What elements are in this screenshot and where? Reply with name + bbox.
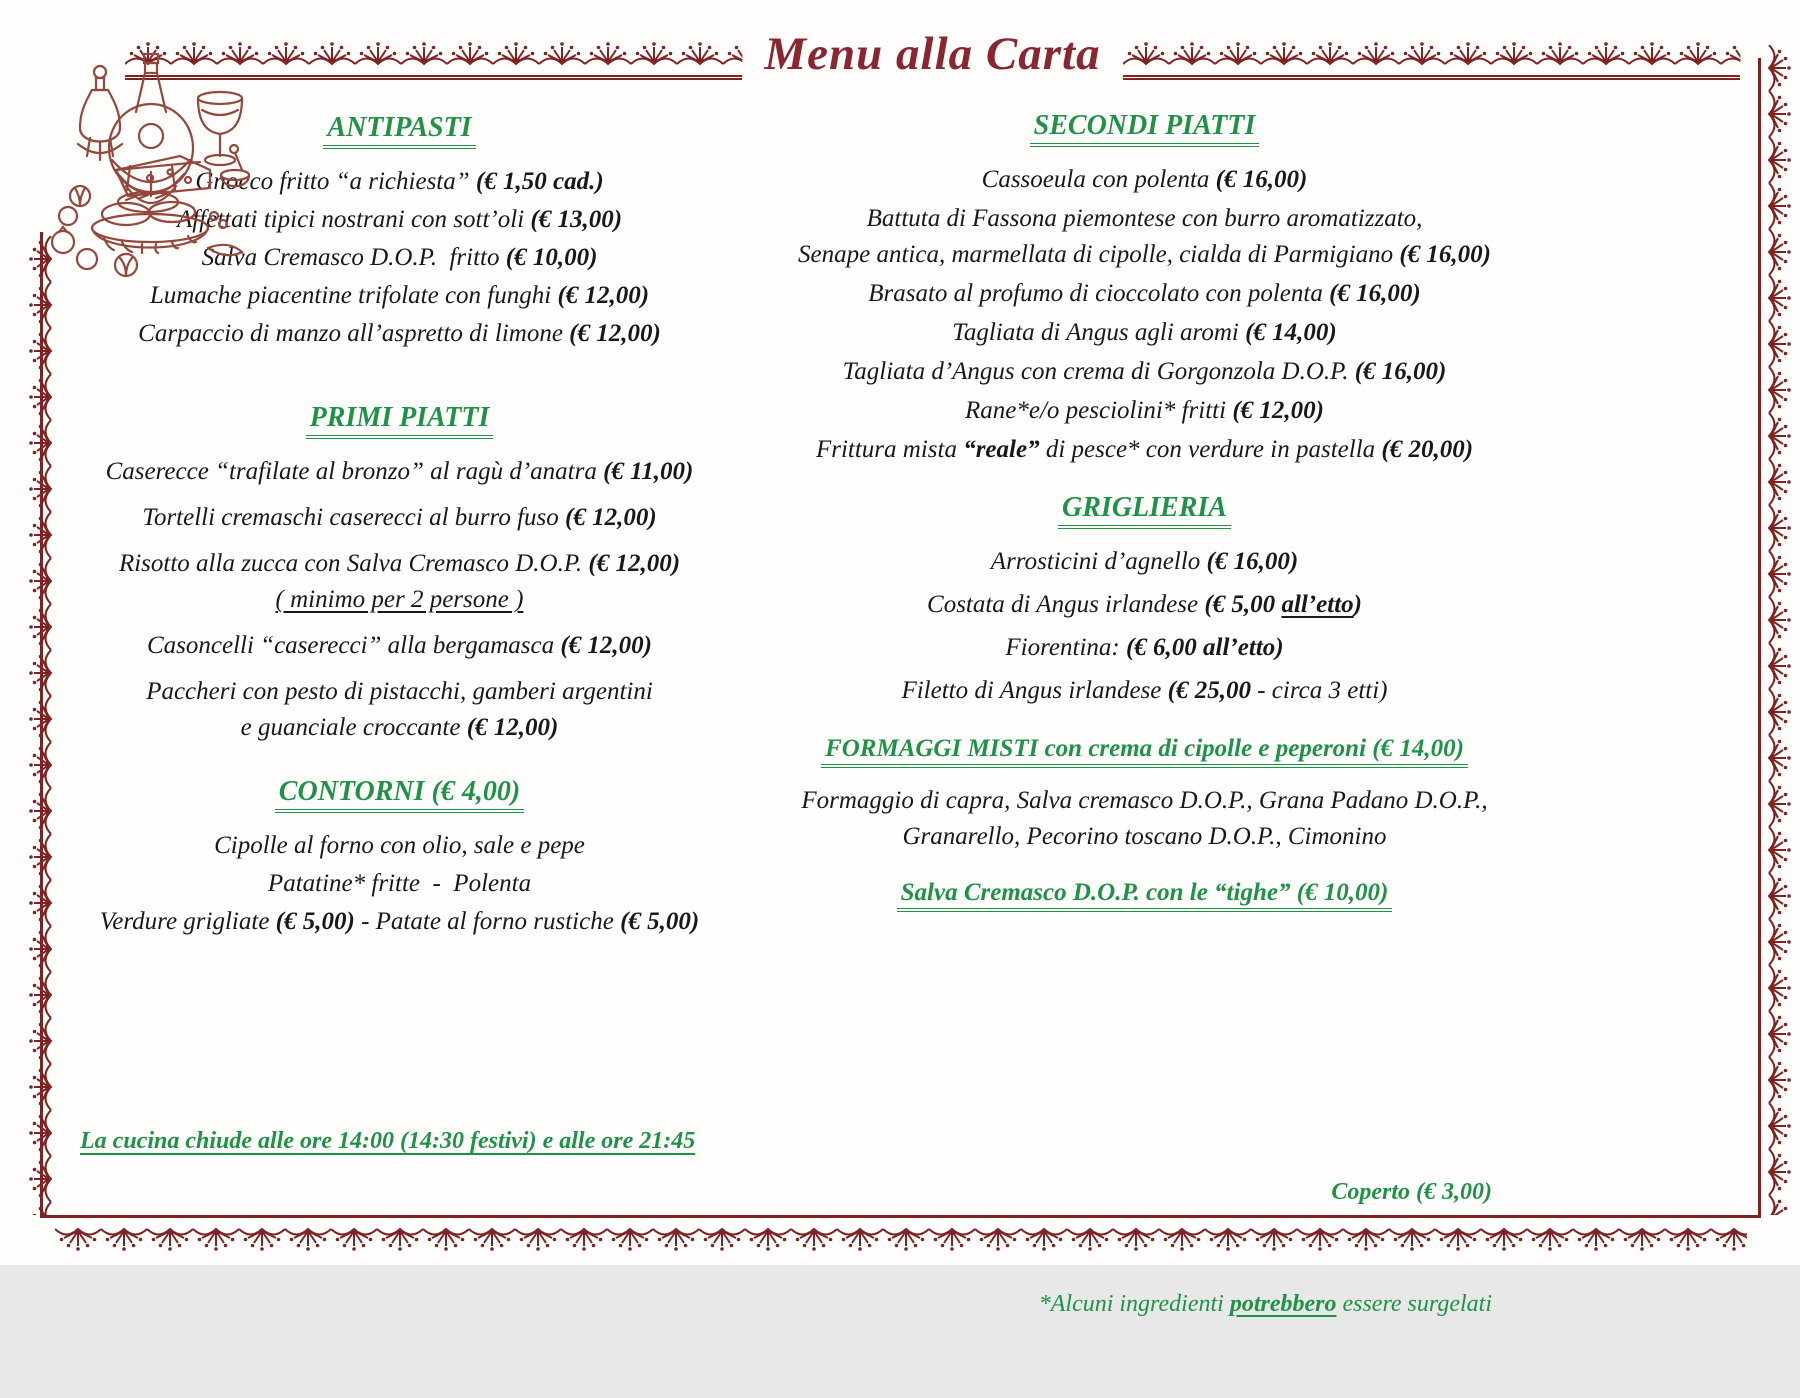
text-span: CONTORNI (€ 4,00) xyxy=(278,776,521,807)
text-span: Battuta di Fassona piemontese con burro aromatizzato, xyxy=(866,205,1423,232)
text-span: (€ 16,00) xyxy=(1329,280,1421,307)
text-span: Tagliata di Angus agli aromi xyxy=(952,319,1246,346)
text-span: ANTIPASTI xyxy=(327,112,472,143)
text-span: FORMAGGI MISTI con crema di cipolle e peperoni (€ 14,00) xyxy=(825,735,1464,762)
menu-item xyxy=(52,828,747,864)
menu-item xyxy=(52,904,747,940)
text-span: Verdure grigliate xyxy=(99,908,276,935)
menu-item-line xyxy=(52,546,747,582)
text-span: (€ 25,00 xyxy=(1167,677,1251,704)
menu-item xyxy=(52,454,747,490)
frame-line-right xyxy=(1758,58,1761,1217)
text-span: Lumache piacentine trifolate con funghi xyxy=(149,282,558,309)
text-span: Senape antica, marmellata di cipolle, cialda di Parmigiano xyxy=(798,241,1400,268)
menu-item xyxy=(742,673,1547,709)
section-heading-text xyxy=(897,879,1393,912)
menu-item xyxy=(742,162,1547,198)
menu-section xyxy=(52,402,747,746)
text-span: GRIGLIERIA xyxy=(1062,492,1227,523)
text-span: “reale” xyxy=(963,436,1040,463)
menu-item-line xyxy=(742,819,1547,855)
menu-item xyxy=(52,316,747,352)
text-span: - Patate al forno rustiche xyxy=(354,908,621,935)
menu-item xyxy=(742,587,1547,623)
menu-item xyxy=(742,393,1547,429)
text-span: (€ 16,00) xyxy=(1399,241,1491,268)
section-heading xyxy=(742,492,1547,529)
menu-item-line xyxy=(52,710,747,746)
section-heading xyxy=(742,735,1547,768)
section-heading-text xyxy=(275,776,524,813)
menu-item xyxy=(742,432,1547,468)
text-span: Caserecce “trafilate al bronzo” al ragù d’anatra xyxy=(105,458,604,485)
menu-item-line xyxy=(742,201,1547,237)
text-span: ( minimo per 2 persone ) xyxy=(275,586,524,613)
menu-item-line xyxy=(52,674,747,710)
menu-section xyxy=(52,776,747,940)
text-span: Carpaccio di manzo all’aspretto di limone xyxy=(138,320,570,347)
text-span: di pesce* con verdure in pastella xyxy=(1039,436,1382,463)
menu-item xyxy=(742,201,1547,273)
text-span: (€ 1,50 cad.) xyxy=(475,168,604,195)
menu-item xyxy=(52,278,747,314)
text-span: Paccheri con pesto di pistacchi, gamberi argentini xyxy=(146,678,653,705)
menu-item-line xyxy=(742,587,1547,623)
text-span: Rane*e/o pesciolini* fritti xyxy=(965,397,1233,424)
text-span: Tagliata d’Angus con crema di Gorgonzola D.O.P. xyxy=(842,358,1355,385)
text-span: La cucina chiude alle ore 14:00 (14:30 festivi) e alle ore 21:45 xyxy=(80,1128,696,1154)
ornament-border-top-right xyxy=(1123,39,1740,80)
menu-item xyxy=(52,628,747,664)
text-span: Costata di Angus irlandese xyxy=(927,591,1205,618)
menu-item-line xyxy=(742,432,1547,468)
menu-item-line xyxy=(52,828,747,864)
ornament-border-bottom xyxy=(55,1224,1747,1256)
menu-item-line xyxy=(742,162,1547,198)
text-span: (€ 12,00) xyxy=(557,282,650,309)
kitchen-hours-note xyxy=(80,1128,695,1155)
menu-item-line xyxy=(742,393,1547,429)
text-span: Coperto (€ 3,00) xyxy=(1331,1179,1492,1206)
text-span: Tortelli cremaschi caserecci al burro fuso xyxy=(142,504,565,531)
text-span: Casoncelli “caserecci” alla bergamasca xyxy=(146,632,561,659)
menu-item xyxy=(742,276,1547,312)
menu-item xyxy=(52,866,747,902)
text-span: (€ 6,00 all’etto) xyxy=(1125,634,1284,661)
header-band xyxy=(125,22,1740,80)
page-title: Menu alla Carta xyxy=(764,28,1101,80)
text-span: potrebbero xyxy=(1229,1290,1337,1317)
menu-item-line xyxy=(52,454,747,490)
menu-item-line xyxy=(52,866,747,902)
menu-item xyxy=(742,783,1547,855)
text-span: e guanciale croccante xyxy=(240,714,467,741)
menu-item xyxy=(742,315,1547,351)
text-span: Salva Cremasco D.O.P. con le “tighe” (€ 10,00) xyxy=(900,879,1389,906)
text-span: (€ 5,00 xyxy=(1204,591,1282,618)
menu-item-line xyxy=(52,628,747,664)
menu-column-right xyxy=(742,110,1547,927)
food-still-life-illustration xyxy=(30,20,270,270)
section-heading-text xyxy=(306,402,494,439)
menu-item-line xyxy=(742,354,1547,390)
text-span: Granarello, Pecorino toscano D.O.P., Cimonino xyxy=(902,823,1387,850)
menu-item-line xyxy=(52,316,747,352)
text-span: Patatine* fritte - Polenta xyxy=(267,870,532,897)
coperto-line xyxy=(1039,1174,1492,1211)
text-span: ) xyxy=(1353,591,1362,618)
menu-item-line xyxy=(742,673,1547,709)
text-span: (€ 16,00) xyxy=(1354,358,1447,385)
text-span: (€ 20,00) xyxy=(1381,436,1474,463)
ornament-border-right xyxy=(1764,45,1794,1215)
text-span: Cipolle al forno con olio, sale e pepe xyxy=(214,832,585,859)
menu-section xyxy=(742,110,1547,468)
menu-item-line xyxy=(742,315,1547,351)
text-span: (€ 5,00) xyxy=(275,908,355,935)
text-span: Arrosticini d’agnello xyxy=(990,548,1207,575)
text-span: Cassoeula con polenta xyxy=(981,166,1216,193)
text-span: Filetto di Angus irlandese xyxy=(901,677,1168,704)
text-span: (€ 12,00) xyxy=(560,632,653,659)
text-span: Fiorentina: xyxy=(1005,634,1126,661)
text-span: essere surgelati xyxy=(1336,1290,1492,1317)
menu-item xyxy=(742,630,1547,666)
menu-item-line xyxy=(52,500,747,536)
section-heading xyxy=(52,776,747,813)
cover-charge-note xyxy=(1039,1100,1492,1398)
text-span: Formaggio di capra, Salva cremasco D.O.P., Grana Padano D.O.P., xyxy=(801,787,1488,814)
menu-item xyxy=(52,500,747,536)
section-heading xyxy=(742,110,1547,147)
text-span: (€ 14,00) xyxy=(1245,319,1337,346)
menu-section xyxy=(742,735,1547,855)
frozen-ingredients-line xyxy=(1039,1286,1492,1323)
menu-item-line xyxy=(742,276,1547,312)
text-span: (€ 12,00) xyxy=(569,320,661,347)
menu-item xyxy=(52,546,747,618)
menu-item-line xyxy=(742,783,1547,819)
text-span: (€ 11,00) xyxy=(603,458,694,485)
text-span: PRIMI PIATTI xyxy=(309,402,490,433)
food-illustration-drawing xyxy=(30,20,270,270)
text-span: all’etto xyxy=(1281,591,1354,618)
section-heading xyxy=(52,402,747,439)
section-heading-text xyxy=(1030,110,1260,147)
menu-item-line xyxy=(742,544,1547,580)
section-heading-text xyxy=(1058,492,1231,529)
menu-item-line xyxy=(52,904,747,940)
menu-item xyxy=(742,354,1547,390)
text-span: (€ 10,00) xyxy=(505,244,598,271)
text-span: Salva Cremasco D.O.P. fritto xyxy=(201,244,506,271)
text-span: *Alcuni ingredienti xyxy=(1038,1290,1230,1317)
menu-item-line xyxy=(742,237,1547,273)
text-span: Brasato al profumo di cioccolato con polenta xyxy=(868,280,1330,307)
section-heading xyxy=(742,879,1547,912)
text-span: (€ 12,00) xyxy=(1232,397,1324,424)
text-span: SECONDI PIATTI xyxy=(1033,110,1256,141)
section-heading-text xyxy=(323,112,475,149)
text-span: Risotto alla zucca con Salva Cremasco D.O.P. xyxy=(118,550,589,577)
text-span: (€ 13,00) xyxy=(530,206,623,233)
text-span: Affettati tipici nostrani con sott’oli xyxy=(176,206,531,233)
menu-item-line xyxy=(742,630,1547,666)
text-span: Frittura mista xyxy=(815,436,964,463)
frame-line-bottom xyxy=(40,1215,1761,1218)
menu-item-line xyxy=(52,278,747,314)
menu-section xyxy=(742,879,1547,912)
menu-section xyxy=(742,492,1547,709)
text-span: Gnocco fritto “a richiesta” xyxy=(195,168,476,195)
text-span: (€ 12,00) xyxy=(588,550,681,577)
text-span: (€ 16,00) xyxy=(1206,548,1299,575)
text-span: - circa 3 etti) xyxy=(1250,677,1388,704)
section-heading-text xyxy=(821,735,1468,768)
menu-item-line xyxy=(52,582,747,618)
text-span: (€ 12,00) xyxy=(466,714,559,741)
text-span: (€ 16,00) xyxy=(1215,166,1308,193)
text-span: (€ 5,00) xyxy=(620,908,700,935)
menu-item xyxy=(742,544,1547,580)
text-span: (€ 12,00) xyxy=(565,504,657,531)
menu-item xyxy=(52,674,747,746)
